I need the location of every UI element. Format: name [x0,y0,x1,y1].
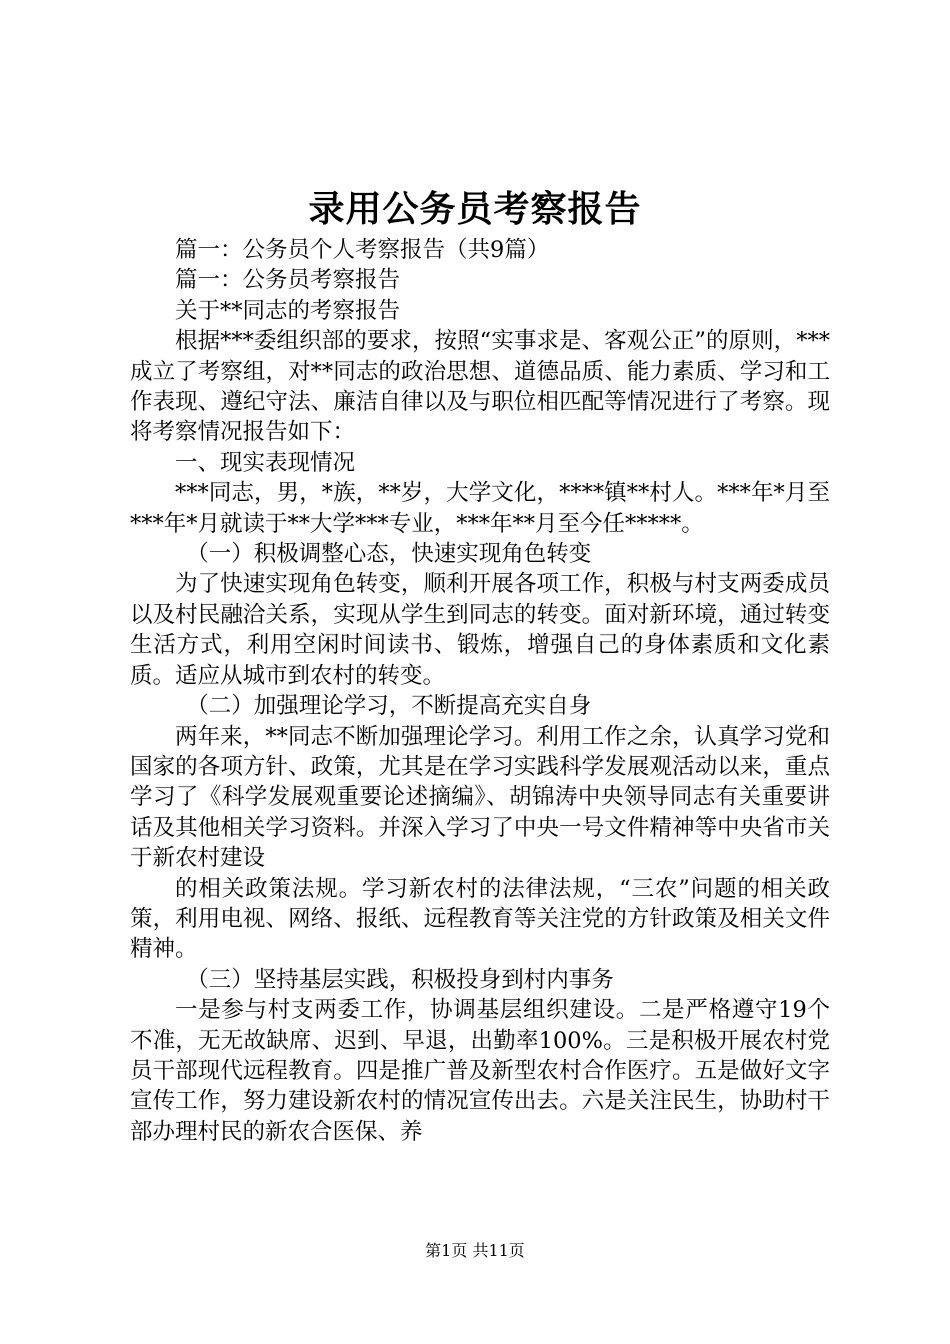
paragraph-role-change: 为了快速实现角色转变，顺利开展各项工作，积极与村支两委成员以及村民融洽关系，实现从学生到同志的转变。面对新环境，通过转变生活方式，利用空闲时间读书、锻炼，增强自己的身体素质和文化素质。适应从城市到农村的转变。 [130,571,830,689]
paragraph-profile: ***同志，男，*族，**岁，大学文化，****镇**村人。***年*月至***年*月就读于**大学***专业，***年**月至今任*****。 [130,480,830,537]
paragraph-intro: 根据***委组织部的要求，按照“实事求是、客观公正”的原则，***成立了考察组，对**同志的政治思想、道德品质、能力素质、学习和工作表现、遵纪守法、廉洁自律以及与职位相匹配等情况进行了考察。现将考察情况报告如下： [130,328,830,446]
document-title: 录用公务员考察报告 [308,188,642,230]
document-body [130,235,830,1147]
paragraph-article-heading: 篇一：公务员考察报告 [175,267,401,294]
paragraph-report-heading: 关于**同志的考察报告 [175,297,401,324]
paragraph-policy-study: 的相关政策法规。学习新农村的法律法规，“三农”问题的相关政策，利用电视、网络、报纸、远程教育等关注党的方针政策及相关文件精神。 [130,875,830,963]
paragraph-subheading-3: （三）坚持基层实践，积极投身到村内事务 [186,966,614,993]
page-number-footer: 第1页 共11页 [425,1241,525,1260]
paragraph-village-work: 一是参与村支两委工作，协调基层组织建设。二是严格遵守19个不准，无无故缺席、迟到、早退，出勤率100%。三是积极开展农村党员干部现代远程教育。四是推广普及新型农村合作医疗。五是做好文字宣传工作，努力建设新农村的情况宣传出去。六是关注民生，协助村干部办理村民的新农合医保、养 [130,997,830,1145]
paragraph-part-one-heading: 一、现实表现情况 [175,449,356,476]
paragraph-subheading-1: （一）积极调整心态，快速实现角色转变 [186,541,592,568]
paragraph-subheading-2: （二）加强理论学习，不断提高充实自身 [186,693,592,720]
paragraph-section-heading: 篇一：公务员个人考察报告（共9篇） [175,237,550,263]
paragraph-theory-study: 两年来，**同志不断加强理论学习。利用工作之余，认真学习党和国家的各项方针、政策，尤其是在学习实践科学发展观活动以来，重点学习了《科学发展观重要论述摘编》、胡锦涛中央领导同志有关重要讲话及其他相关学习资料。并深入学习了中央一号文件精神等中央省市关于新农村建设 [130,723,830,872]
